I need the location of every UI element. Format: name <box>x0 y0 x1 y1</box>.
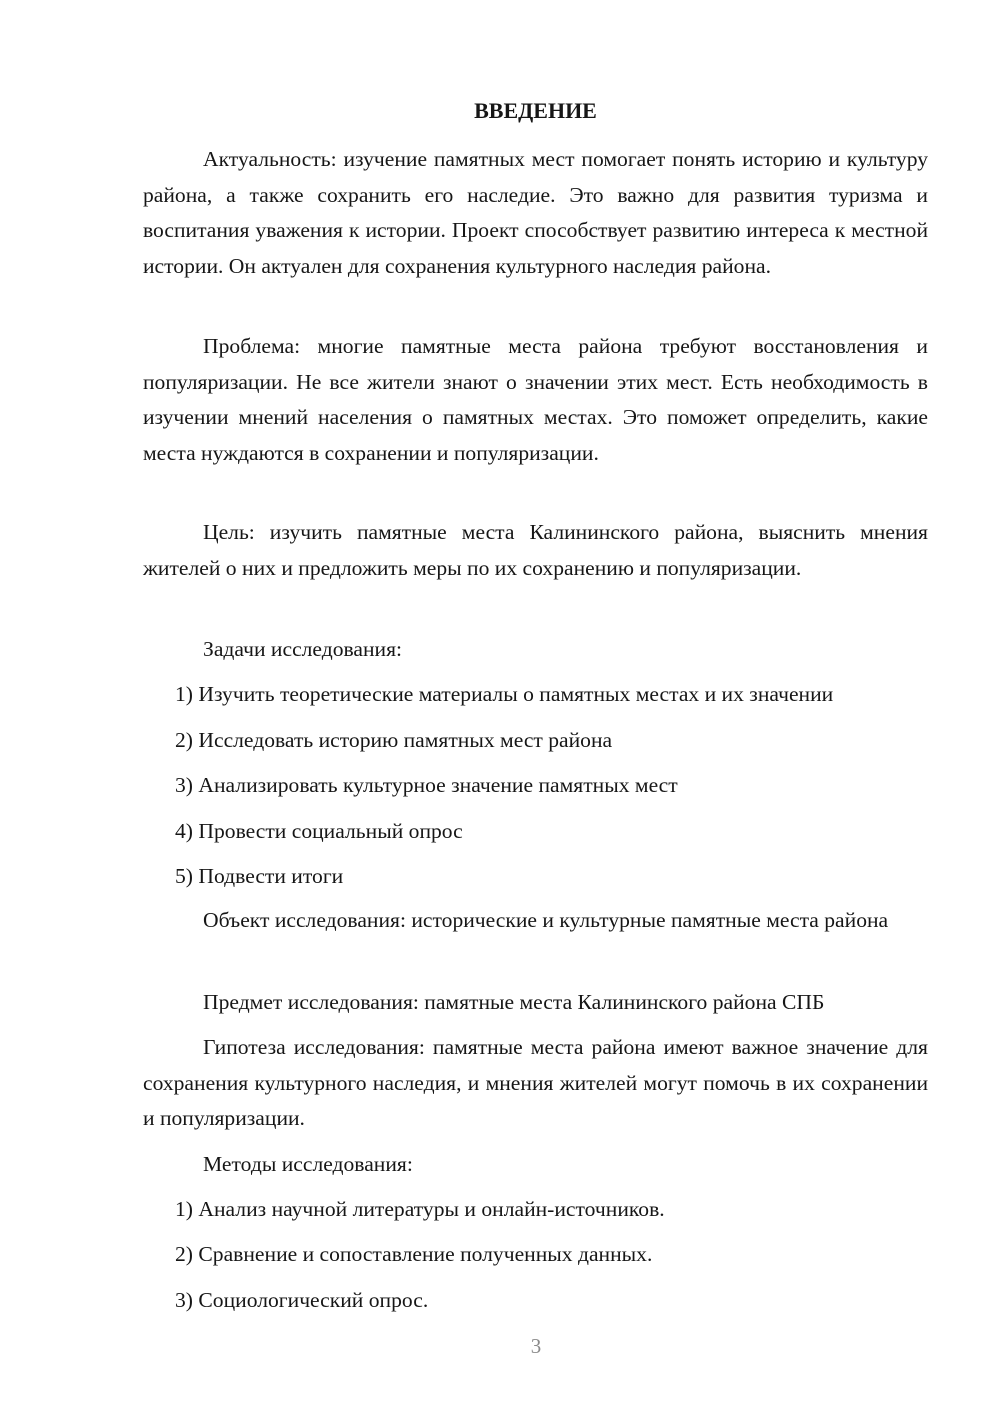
page-title: ВВЕДЕНИЕ <box>474 98 597 123</box>
problem-paragraph: Проблема: многие памятные места района требуют восстановления и популяризации. Не все жители знают о значении этих мест. Есть необходимость в изучении мнений населения о памятных местах. Это поможет определить, какие места нуждаются в сохранении и популяризации. <box>143 334 928 465</box>
task-item: 4) Провести социальный опрос <box>175 819 463 843</box>
subject-paragraph: Предмет исследования: памятные места Калининского района СПБ <box>203 990 825 1014</box>
method-item: 2) Сравнение и сопоставление полученных данных. <box>175 1242 653 1266</box>
page-number: 3 <box>530 1334 542 1358</box>
relevance-paragraph: Актуальность: изучение памятных мест помогает понять историю и культуру района, а также сохранить его наследие. Это важно для развития туризма и воспитания уважения к истории. Проект способствует развитию интереса к местной истории. Он актуален для сохранения культурного наследия района. <box>143 147 928 278</box>
task-item: 2) Исследовать историю памятных мест района <box>175 728 613 752</box>
task-item: 1) Изучить теоретические материалы о памятных местах и их значении <box>175 682 834 706</box>
goal-paragraph: Цель: изучить памятные места Калининского района, выяснить мнения жителей о них и предложить меры по их сохранению и популяризации. <box>143 520 928 580</box>
task-item: 3) Анализировать культурное значение памятных мест <box>175 773 678 797</box>
method-item: 1) Анализ научной литературы и онлайн-источников. <box>175 1197 665 1221</box>
hypothesis-paragraph: Гипотеза исследования: памятные места района имеют важное значение для сохранения культурного наследия, и мнения жителей могут помочь в их сохранении и популяризации. <box>143 1035 928 1130</box>
method-item: 3) Социологический опрос. <box>175 1288 429 1312</box>
object-paragraph: Объект исследования: исторические и культурные памятные места района <box>203 908 889 932</box>
tasks-heading: Задачи исследования: <box>203 637 403 661</box>
task-item: 5) Подвести итоги <box>175 864 344 888</box>
methods-heading: Методы исследования: <box>203 1152 413 1176</box>
